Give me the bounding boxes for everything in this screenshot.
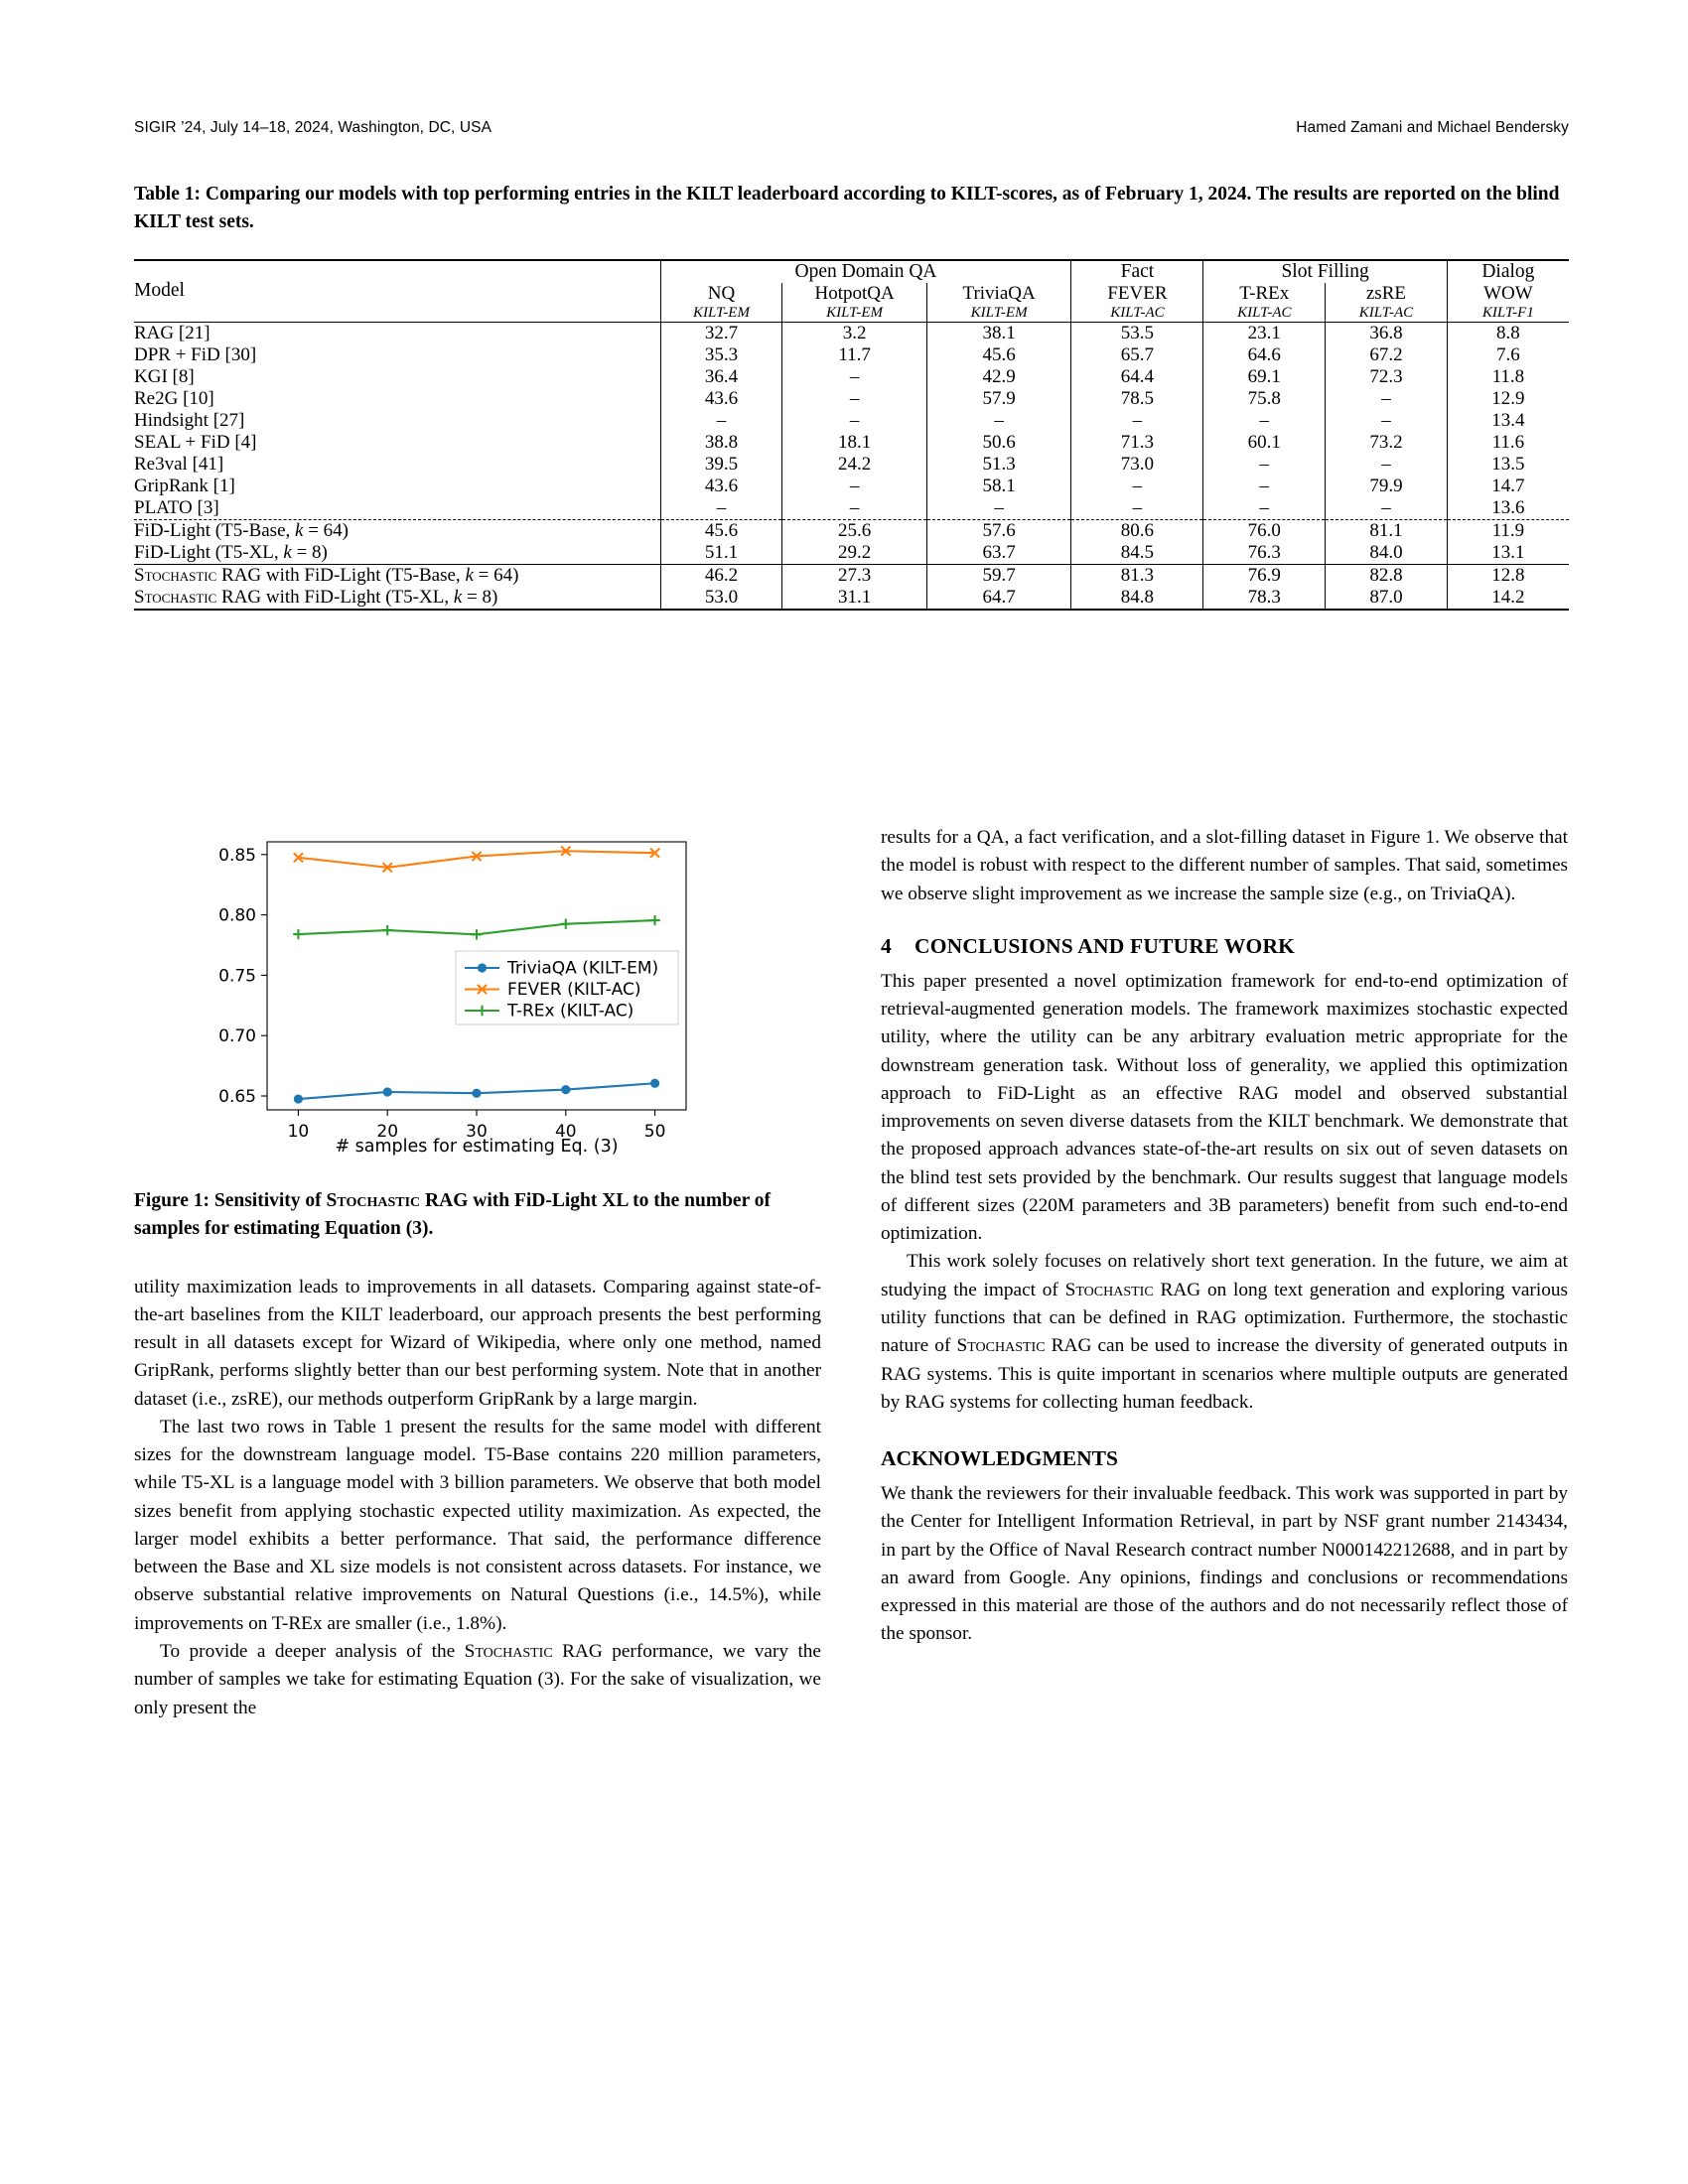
group-header-fact: Fact bbox=[1071, 260, 1203, 283]
table-cell-value: 84.8 bbox=[1071, 587, 1203, 610]
table-cell-value: – bbox=[1326, 497, 1448, 520]
left-paragraph-3 bbox=[134, 1638, 821, 1722]
table-cell-value: 7.6 bbox=[1447, 344, 1569, 366]
table-cell-value: 63.7 bbox=[926, 542, 1071, 565]
table-cell-value: – bbox=[1326, 388, 1448, 410]
paper-page bbox=[134, 119, 1569, 2055]
right-paragraph-2: This paper presented a novel optimization framework for end-to-end optimization of retrieval-augmented generation models. The framework maximizes stochastic expected utility, where the utility can be any arbitrary evaluation metric appropriate for the downstream generation task. Without loss of generality, we applied this optimization approach to FiD-Light as an effective RAG model and observed substantial improvements on seven diverse datasets from the KILT benchmark. We demonstrate that the proposed approach advances state-of-the-art results on six out of seven datasets on the blind test sets provided by the benchmark. Our results suggest that language models of different sizes (220M parameters and 3B parameters) benefit from such end-to-end optimization. bbox=[881, 970, 1568, 1245]
table-cell-model: Stochastic RAG with FiD-Light (T5-Base, k = 64) bbox=[134, 564, 519, 586]
table-row bbox=[134, 519, 1569, 542]
table-row bbox=[134, 366, 1569, 388]
results-table bbox=[134, 259, 1569, 611]
y-tick-label: 0.80 bbox=[218, 905, 256, 926]
running-head bbox=[134, 119, 1569, 137]
body-columns bbox=[134, 824, 1569, 1722]
table-cell-value: 53.0 bbox=[660, 587, 782, 610]
table-cell-value: 23.1 bbox=[1203, 322, 1326, 344]
table-row bbox=[134, 564, 1569, 587]
data-point-marker bbox=[650, 1079, 659, 1088]
column-header-hotpotqa: HotpotQA bbox=[782, 283, 927, 305]
table-cell-value: 3.2 bbox=[782, 322, 927, 344]
left-paragraph-3-post: RAG performance, we vary the number of samples we take for estimating Equation (3). For the sake of visualization, we only present the bbox=[134, 1640, 821, 1718]
table-cell-model: FiD-Light (T5-Base, k = 64) bbox=[134, 519, 349, 541]
table-cell-value: – bbox=[782, 497, 927, 520]
model-k-symbol: k bbox=[465, 564, 474, 586]
table-cell-value: 82.8 bbox=[1326, 564, 1448, 587]
table-cell-value: 67.2 bbox=[1326, 344, 1448, 366]
table-cell-value: 29.2 bbox=[782, 542, 927, 565]
section-number: 4 bbox=[881, 933, 892, 958]
table-cell-value: 57.6 bbox=[926, 519, 1071, 542]
table-cell-model: GripRank [1] bbox=[134, 475, 235, 496]
table-cell-value: 39.5 bbox=[660, 454, 782, 476]
x-tick-label: 10 bbox=[287, 1122, 310, 1142]
table-cell-value: 13.5 bbox=[1447, 454, 1569, 476]
table-cell-value: 42.9 bbox=[926, 366, 1071, 388]
table-cell-value: 11.8 bbox=[1447, 366, 1569, 388]
column-header-trex: T-REx bbox=[1203, 283, 1326, 305]
table-cell-value: 73.2 bbox=[1326, 432, 1448, 454]
data-point-marker bbox=[561, 1085, 570, 1094]
table-cell-value: 84.5 bbox=[1071, 542, 1203, 565]
table-body-ours bbox=[134, 564, 1569, 610]
figure-caption-post: RAG with FiD-Light XL to the number of samples for estimating Equation (3). bbox=[134, 1190, 771, 1240]
table-cell-value: 43.6 bbox=[660, 388, 782, 410]
table-cell-model: SEAL + FiD [4] bbox=[134, 431, 257, 453]
acknowledgments-body: We thank the reviewers for their invaluable feedback. This work was supported in part by the Center for Intelligent Information Retrieval, in part by NSF grant number 2143434, in part by the Office of Naval Research contract number N000142212688, and in part by an award from Google. Any opinions, findings and conclusions or recommendations expressed in this material are those of the authors and do not necessarily reflect those of the sponsor. bbox=[881, 1483, 1568, 1645]
column-header-nq: NQ bbox=[660, 283, 782, 305]
left-paragraph-1: utility maximization leads to improvements in all datasets. Comparing against state-of-the-art baselines from the KILT leaderboard, our approach presents the best performing result in all datasets except for Wizard of Wikipedia, where only one method, named GripRank, performs slightly better than our best performing system. Note that in another dataset (i.e., zsRE), our methods outperform GripRank by a large margin. bbox=[134, 1276, 821, 1410]
model-k-symbol: k bbox=[295, 519, 304, 541]
table-cell-model: Re3val [41] bbox=[134, 453, 224, 475]
table-row bbox=[134, 388, 1569, 410]
group-header-slot-filling: Slot Filling bbox=[1203, 260, 1447, 283]
table-cell-value: 80.6 bbox=[1071, 519, 1203, 542]
model-k-symbol: k bbox=[453, 586, 463, 608]
figure-caption-smallcaps: Stochastic bbox=[326, 1190, 421, 1211]
left-column bbox=[134, 824, 821, 1722]
table-cell-value: 84.0 bbox=[1326, 542, 1448, 565]
x-tick-label: 40 bbox=[554, 1122, 577, 1142]
table-cell-value: – bbox=[660, 410, 782, 432]
y-axis-ticks bbox=[218, 846, 267, 1107]
table-cell-value: – bbox=[1071, 410, 1203, 432]
metric-header-hotpotqa: KILT-EM bbox=[782, 305, 927, 323]
table-cell-value: 14.2 bbox=[1447, 587, 1569, 610]
right-column bbox=[881, 824, 1568, 1722]
table-cell-value: 45.6 bbox=[660, 519, 782, 542]
metric-header-wow: KILT-F1 bbox=[1447, 305, 1569, 323]
column-header-triviaqa: TriviaQA bbox=[926, 283, 1071, 305]
left-paragraph-3-pre: To provide a deeper analysis of the bbox=[160, 1640, 465, 1662]
table-cell-value: – bbox=[1326, 410, 1448, 432]
table-cell-value: 76.3 bbox=[1203, 542, 1326, 565]
table-cell-value: 32.7 bbox=[660, 322, 782, 344]
table-body-fidlight bbox=[134, 519, 1569, 564]
left-paragraph-2: The last two rows in Table 1 present the results for the same model with different sizes for the downstream language model. T5-Base contains 220 million parameters, while T5-XL is a language model with 3 billion parameters. We observe that both model sizes benefit from applying stochastic expected utility maximization. As expected, the larger model exhibits a better performance. That said, the performance difference between the Base and XL size models is not consistent across datasets. For instance, we observe substantial relative improvements on Natural Questions (i.e., 14.5%), while improvements on T-REx are smaller (i.e., 1.8%). bbox=[134, 1416, 821, 1634]
left-paragraph-3-smallcaps: Stochastic bbox=[464, 1640, 553, 1662]
figure-caption-pre: Figure 1: Sensitivity of bbox=[134, 1190, 327, 1211]
figure-caption bbox=[134, 1187, 821, 1244]
table-cell-value: 57.9 bbox=[926, 388, 1071, 410]
table-cell-value: 69.1 bbox=[1203, 366, 1326, 388]
x-tick-label: 30 bbox=[466, 1122, 488, 1142]
metric-header-nq: KILT-EM bbox=[660, 305, 782, 323]
right-paragraph-3-c: RAG can be used to increase the diversity of generated outputs in RAG systems. This is quite important in scenarios where multiple outputs are generated by RAG systems for collecting human feedback. bbox=[881, 1335, 1568, 1413]
metric-header-fever: KILT-AC bbox=[1071, 305, 1203, 323]
table-row bbox=[134, 497, 1569, 520]
table-cell-value: 13.4 bbox=[1447, 410, 1569, 432]
table-cell-model: KGI [8] bbox=[134, 365, 195, 387]
section-heading-conclusions bbox=[881, 934, 1568, 959]
table-cell-value: – bbox=[782, 366, 927, 388]
sensitivity-line-chart bbox=[190, 824, 766, 1161]
data-point-marker bbox=[472, 1089, 481, 1098]
table-cell-model: RAG [21] bbox=[134, 322, 211, 343]
table-cell-value: 76.9 bbox=[1203, 564, 1326, 587]
running-head-left: SIGIR ’24, July 14–18, 2024, Washington, DC, USA bbox=[134, 119, 492, 136]
metric-header-triviaqa: KILT-EM bbox=[926, 305, 1071, 323]
table-cell-value: 51.3 bbox=[926, 454, 1071, 476]
table-cell-value: 13.1 bbox=[1447, 542, 1569, 565]
chart-legend bbox=[456, 951, 678, 1024]
table-cell-value: – bbox=[1203, 454, 1326, 476]
table-cell-value: 51.1 bbox=[660, 542, 782, 565]
table-cell-value: – bbox=[1071, 476, 1203, 497]
metric-header-zsre: KILT-AC bbox=[1326, 305, 1448, 323]
table-cell-value: 11.7 bbox=[782, 344, 927, 366]
table-cell-value: 45.6 bbox=[926, 344, 1071, 366]
right-paragraph-3-b: RAG on long text generation and exploring various utility functions that can be defined in RAG optimization. Furthermore, the stochastic nature of bbox=[881, 1279, 1568, 1357]
table-cell-value: 35.3 bbox=[660, 344, 782, 366]
table-cell-value: 11.9 bbox=[1447, 519, 1569, 542]
table-row bbox=[134, 454, 1569, 476]
table-cell-value: – bbox=[1071, 497, 1203, 520]
right-paragraph-3-a: This work solely focuses on relatively short text generation. In the future, we aim at studying the impact of bbox=[881, 1251, 1568, 1300]
table-cell-value: – bbox=[1203, 497, 1326, 520]
table-cell-value: 79.9 bbox=[1326, 476, 1448, 497]
data-point-marker bbox=[478, 963, 487, 972]
table-cell-model: FiD-Light (T5-XL, k = 8) bbox=[134, 541, 328, 563]
table-cell-value: – bbox=[782, 388, 927, 410]
table-row bbox=[134, 432, 1569, 454]
table-foot bbox=[134, 610, 1569, 611]
table-cell-value: 87.0 bbox=[1326, 587, 1448, 610]
column-header-fever: FEVER bbox=[1071, 283, 1203, 305]
column-header-model: Model bbox=[134, 280, 185, 302]
table-cell-value: 78.5 bbox=[1071, 388, 1203, 410]
metric-header-trex: KILT-AC bbox=[1203, 305, 1326, 323]
table-row bbox=[134, 344, 1569, 366]
right-paragraph-1: results for a QA, a fact verification, and a slot-filling dataset in Figure 1. We observe that the model is robust with respect to the different number of samples. That said, sometimes we observe slight improvement as we increase the sample size (e.g., on TriviaQA). bbox=[881, 827, 1568, 904]
group-header-open-domain-qa: Open Domain QA bbox=[660, 260, 1071, 283]
table-cell-value: 43.6 bbox=[660, 476, 782, 497]
right-paragraph-3-smallcaps-2: Stochastic bbox=[956, 1335, 1046, 1357]
table-cell-value: 65.7 bbox=[1071, 344, 1203, 366]
table-cell-value: – bbox=[926, 497, 1071, 520]
table-cell-value: 64.4 bbox=[1071, 366, 1203, 388]
table-row bbox=[134, 476, 1569, 497]
table-cell-value: 64.7 bbox=[926, 587, 1071, 610]
table-group-header-row bbox=[134, 260, 1569, 283]
legend-label: T-REx (KILT-AC) bbox=[507, 1001, 634, 1022]
table-cell-value: 58.1 bbox=[926, 476, 1071, 497]
x-axis-label: # samples for estimating Eq. (3) bbox=[335, 1137, 619, 1157]
table-cell-value: 59.7 bbox=[926, 564, 1071, 587]
table-cell-value: 46.2 bbox=[660, 564, 782, 587]
table-cell-value: 76.0 bbox=[1203, 519, 1326, 542]
table-cell-value: 11.6 bbox=[1447, 432, 1569, 454]
table-cell-value: 8.8 bbox=[1447, 322, 1569, 344]
group-header-dialog: Dialog bbox=[1447, 260, 1569, 283]
table-cell-value: – bbox=[1326, 454, 1448, 476]
table-cell-value: 72.3 bbox=[1326, 366, 1448, 388]
table-cell-value: 12.9 bbox=[1447, 388, 1569, 410]
table-cell-value: 31.1 bbox=[782, 587, 927, 610]
table-cell-value: 24.2 bbox=[782, 454, 927, 476]
table-cell-model: PLATO [3] bbox=[134, 496, 219, 518]
table-cell-value: 12.8 bbox=[1447, 564, 1569, 587]
table-cell-value: 13.6 bbox=[1447, 497, 1569, 520]
y-tick-label: 0.75 bbox=[218, 966, 256, 987]
table-body-baselines bbox=[134, 322, 1569, 519]
table-cell-value: – bbox=[926, 410, 1071, 432]
table-cell-value: – bbox=[782, 410, 927, 432]
legend-label: TriviaQA (KILT-EM) bbox=[507, 958, 659, 979]
table-cell-value: – bbox=[1203, 410, 1326, 432]
table-cell-value: 36.4 bbox=[660, 366, 782, 388]
section-title: CONCLUSIONS AND FUTURE WORK bbox=[914, 933, 1296, 958]
table-cell-value: 25.6 bbox=[782, 519, 927, 542]
model-k-symbol: k bbox=[283, 541, 292, 563]
table-cell-value: – bbox=[1203, 476, 1326, 497]
table-row bbox=[134, 410, 1569, 432]
x-tick-label: 50 bbox=[643, 1122, 666, 1142]
column-header-wow: WOW bbox=[1447, 283, 1569, 305]
table-caption: Table 1: Comparing our models with top performing entries in the KILT leaderboard according to KILT-scores, as of February 1, 2024. The results are reported on the blind KILT test sets. bbox=[134, 184, 1560, 233]
table-cell-value: 36.8 bbox=[1326, 322, 1448, 344]
table-cell-value: 71.3 bbox=[1071, 432, 1203, 454]
table-cell-model: Hindsight [27] bbox=[134, 409, 245, 431]
model-name-smallcaps: Stochastic bbox=[134, 564, 217, 586]
model-name-smallcaps: Stochastic bbox=[134, 586, 217, 608]
right-paragraph-3-smallcaps-1: Stochastic bbox=[1064, 1279, 1154, 1300]
table-cell-value: 27.3 bbox=[782, 564, 927, 587]
table-cell-value: – bbox=[660, 497, 782, 520]
table-head bbox=[134, 260, 1569, 323]
table-row bbox=[134, 542, 1569, 565]
table-cell-value: 14.7 bbox=[1447, 476, 1569, 497]
acknowledgments-heading: ACKNOWLEDGMENTS bbox=[881, 1446, 1118, 1471]
table-cell-value: 81.3 bbox=[1071, 564, 1203, 587]
y-tick-label: 0.65 bbox=[218, 1087, 256, 1108]
table-cell-value: 75.8 bbox=[1203, 388, 1326, 410]
table-cell-value: 38.1 bbox=[926, 322, 1071, 344]
x-tick-label: 20 bbox=[376, 1122, 399, 1142]
column-header-zsre: zsRE bbox=[1326, 283, 1448, 305]
table-cell-value: 53.5 bbox=[1071, 322, 1203, 344]
table-cell-value: 78.3 bbox=[1203, 587, 1326, 610]
table-cell-value: 81.1 bbox=[1326, 519, 1448, 542]
table-cell-model: Re2G [10] bbox=[134, 387, 214, 409]
figure-1 bbox=[134, 824, 821, 1244]
table-cell-value: 38.8 bbox=[660, 432, 782, 454]
table-cell-value: – bbox=[782, 476, 927, 497]
table-cell-value: 18.1 bbox=[782, 432, 927, 454]
table-cell-value: 50.6 bbox=[926, 432, 1071, 454]
table-cell-model: DPR + FiD [30] bbox=[134, 343, 257, 365]
table-cell-model: Stochastic RAG with FiD-Light (T5-XL, k = 8) bbox=[134, 586, 498, 608]
y-tick-label: 0.70 bbox=[218, 1026, 256, 1047]
y-tick-label: 0.85 bbox=[218, 845, 256, 866]
table-row bbox=[134, 322, 1569, 344]
legend-label: FEVER (KILT-AC) bbox=[507, 980, 641, 1001]
table-cell-value: 64.6 bbox=[1203, 344, 1326, 366]
running-head-right: Hamed Zamani and Michael Bendersky bbox=[1296, 119, 1569, 136]
table-row bbox=[134, 587, 1569, 610]
table-cell-value: 73.0 bbox=[1071, 454, 1203, 476]
data-point-marker bbox=[383, 1087, 392, 1096]
right-paragraph-3 bbox=[881, 1248, 1568, 1417]
data-point-marker bbox=[294, 1094, 303, 1103]
table-cell-value: 60.1 bbox=[1203, 432, 1326, 454]
